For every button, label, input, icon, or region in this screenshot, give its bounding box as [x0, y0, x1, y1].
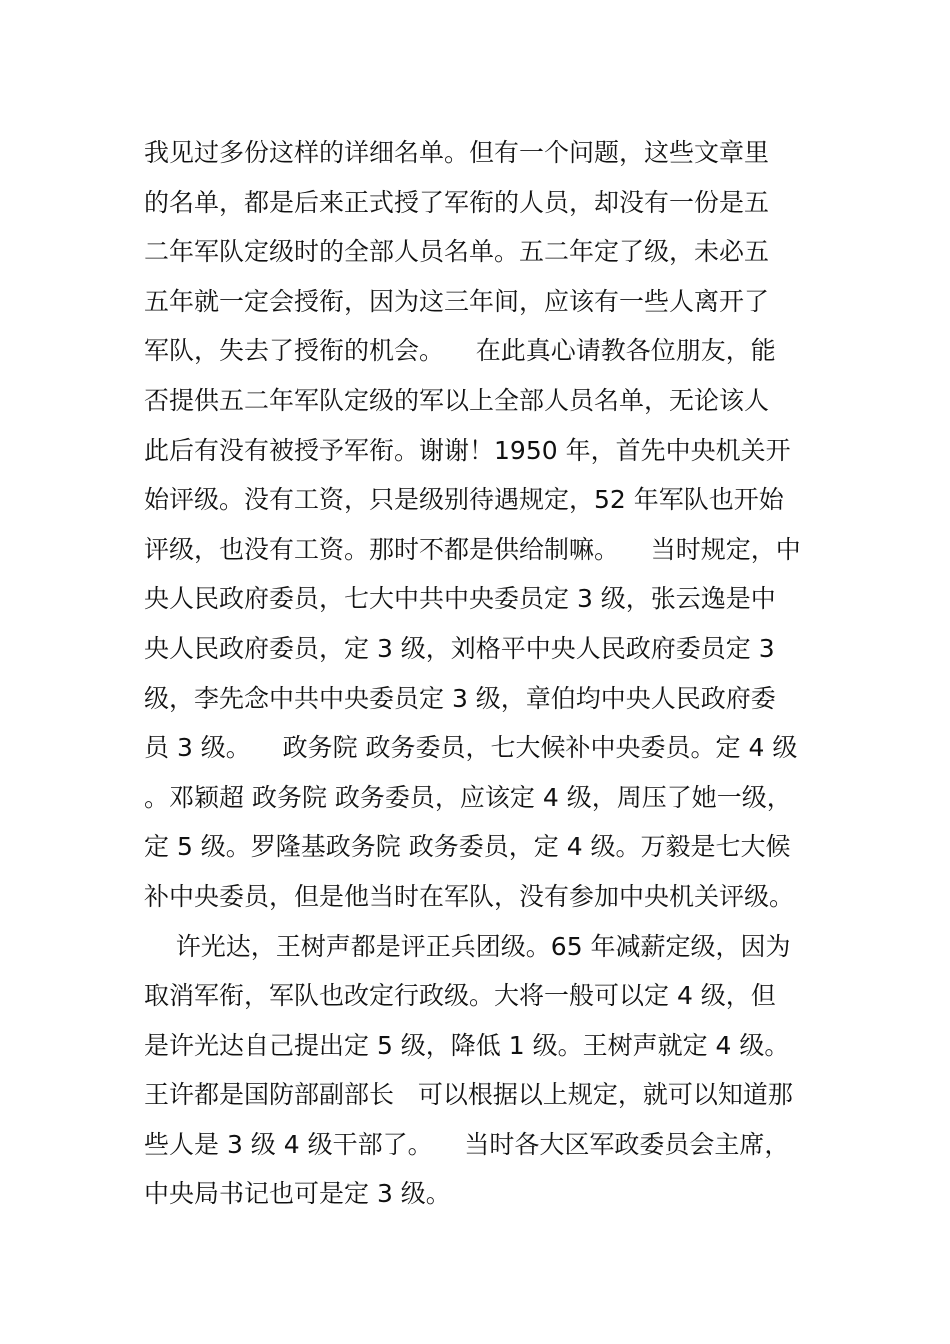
text-line: 王许都是国防部副部长 可以根据以上规定，就可以知道那: [144, 1080, 793, 1110]
text-line: 些人是 3 级 4 级干部了。 当时各大区军政委员会主席，: [144, 1129, 790, 1159]
body-text: [144, 128, 824, 1219]
text-line: 此后有没有被授予军衔。谢谢！1950 年，首先中央机关开: [144, 435, 791, 465]
text-line: 军队，失去了授衔的机会。 在此真心请教各位朋友，能: [144, 336, 776, 366]
text-line: 级，李先念中共中央委员定 3 级，章伯均中央人民政府委: [144, 683, 776, 713]
text-line: 是许光达自己提出定 5 级，降低 1 级。王树声就定 4 级。: [144, 1030, 790, 1060]
text-line: 。邓颖超 政务院 政务委员，应该定 4 级，周压了她一级，: [144, 782, 792, 812]
text-line: 我见过多份这样的详细名单。但有一个问题，这些文章里: [144, 138, 770, 167]
text-line: 中央局书记也可是定 3 级。: [144, 1179, 451, 1209]
text-line: 取消军衔，军队也改定行政级。大将一般可以定 4 级，但: [144, 981, 776, 1011]
text-line: 补中央委员，但是他当时在军队，没有参加中央机关评级。: [144, 881, 795, 911]
text-line: 许光达，王树声都是评正兵团级。65 年减薪定级，因为: [144, 931, 791, 961]
text-line: 央人民政府委员，定 3 级，刘格平中央人民政府委员定 3: [144, 633, 775, 663]
text-line: 否提供五二年军队定级的军以上全部人员名单，无论该人: [144, 385, 770, 415]
text-line: 评级，也没有工资。那时不都是供给制嘛。 当时规定，中: [144, 534, 801, 564]
text-line: 二年军队定级时的全部人员名单。五二年定了级，未必五: [144, 237, 770, 267]
text-line: 员 3 级。 政务院 政务委员，七大候补中央委员。定 4 级: [144, 733, 798, 763]
text-line: 定 5 级。罗隆基政务院 政务委员，定 4 级。万毅是七大候: [144, 832, 791, 862]
text-line: 的名单，都是后来正式授了军衔的人员，却没有一份是五: [144, 187, 770, 217]
text-line: 五年就一定会授衔，因为这三年间，应该有一些人离开了: [144, 286, 770, 316]
text-line: 始评级。没有工资，只是级别待遇规定，52 年军队也开始: [144, 485, 784, 515]
text-line: 央人民政府委员，七大中共中央委员定 3 级，张云逸是中: [144, 584, 776, 614]
